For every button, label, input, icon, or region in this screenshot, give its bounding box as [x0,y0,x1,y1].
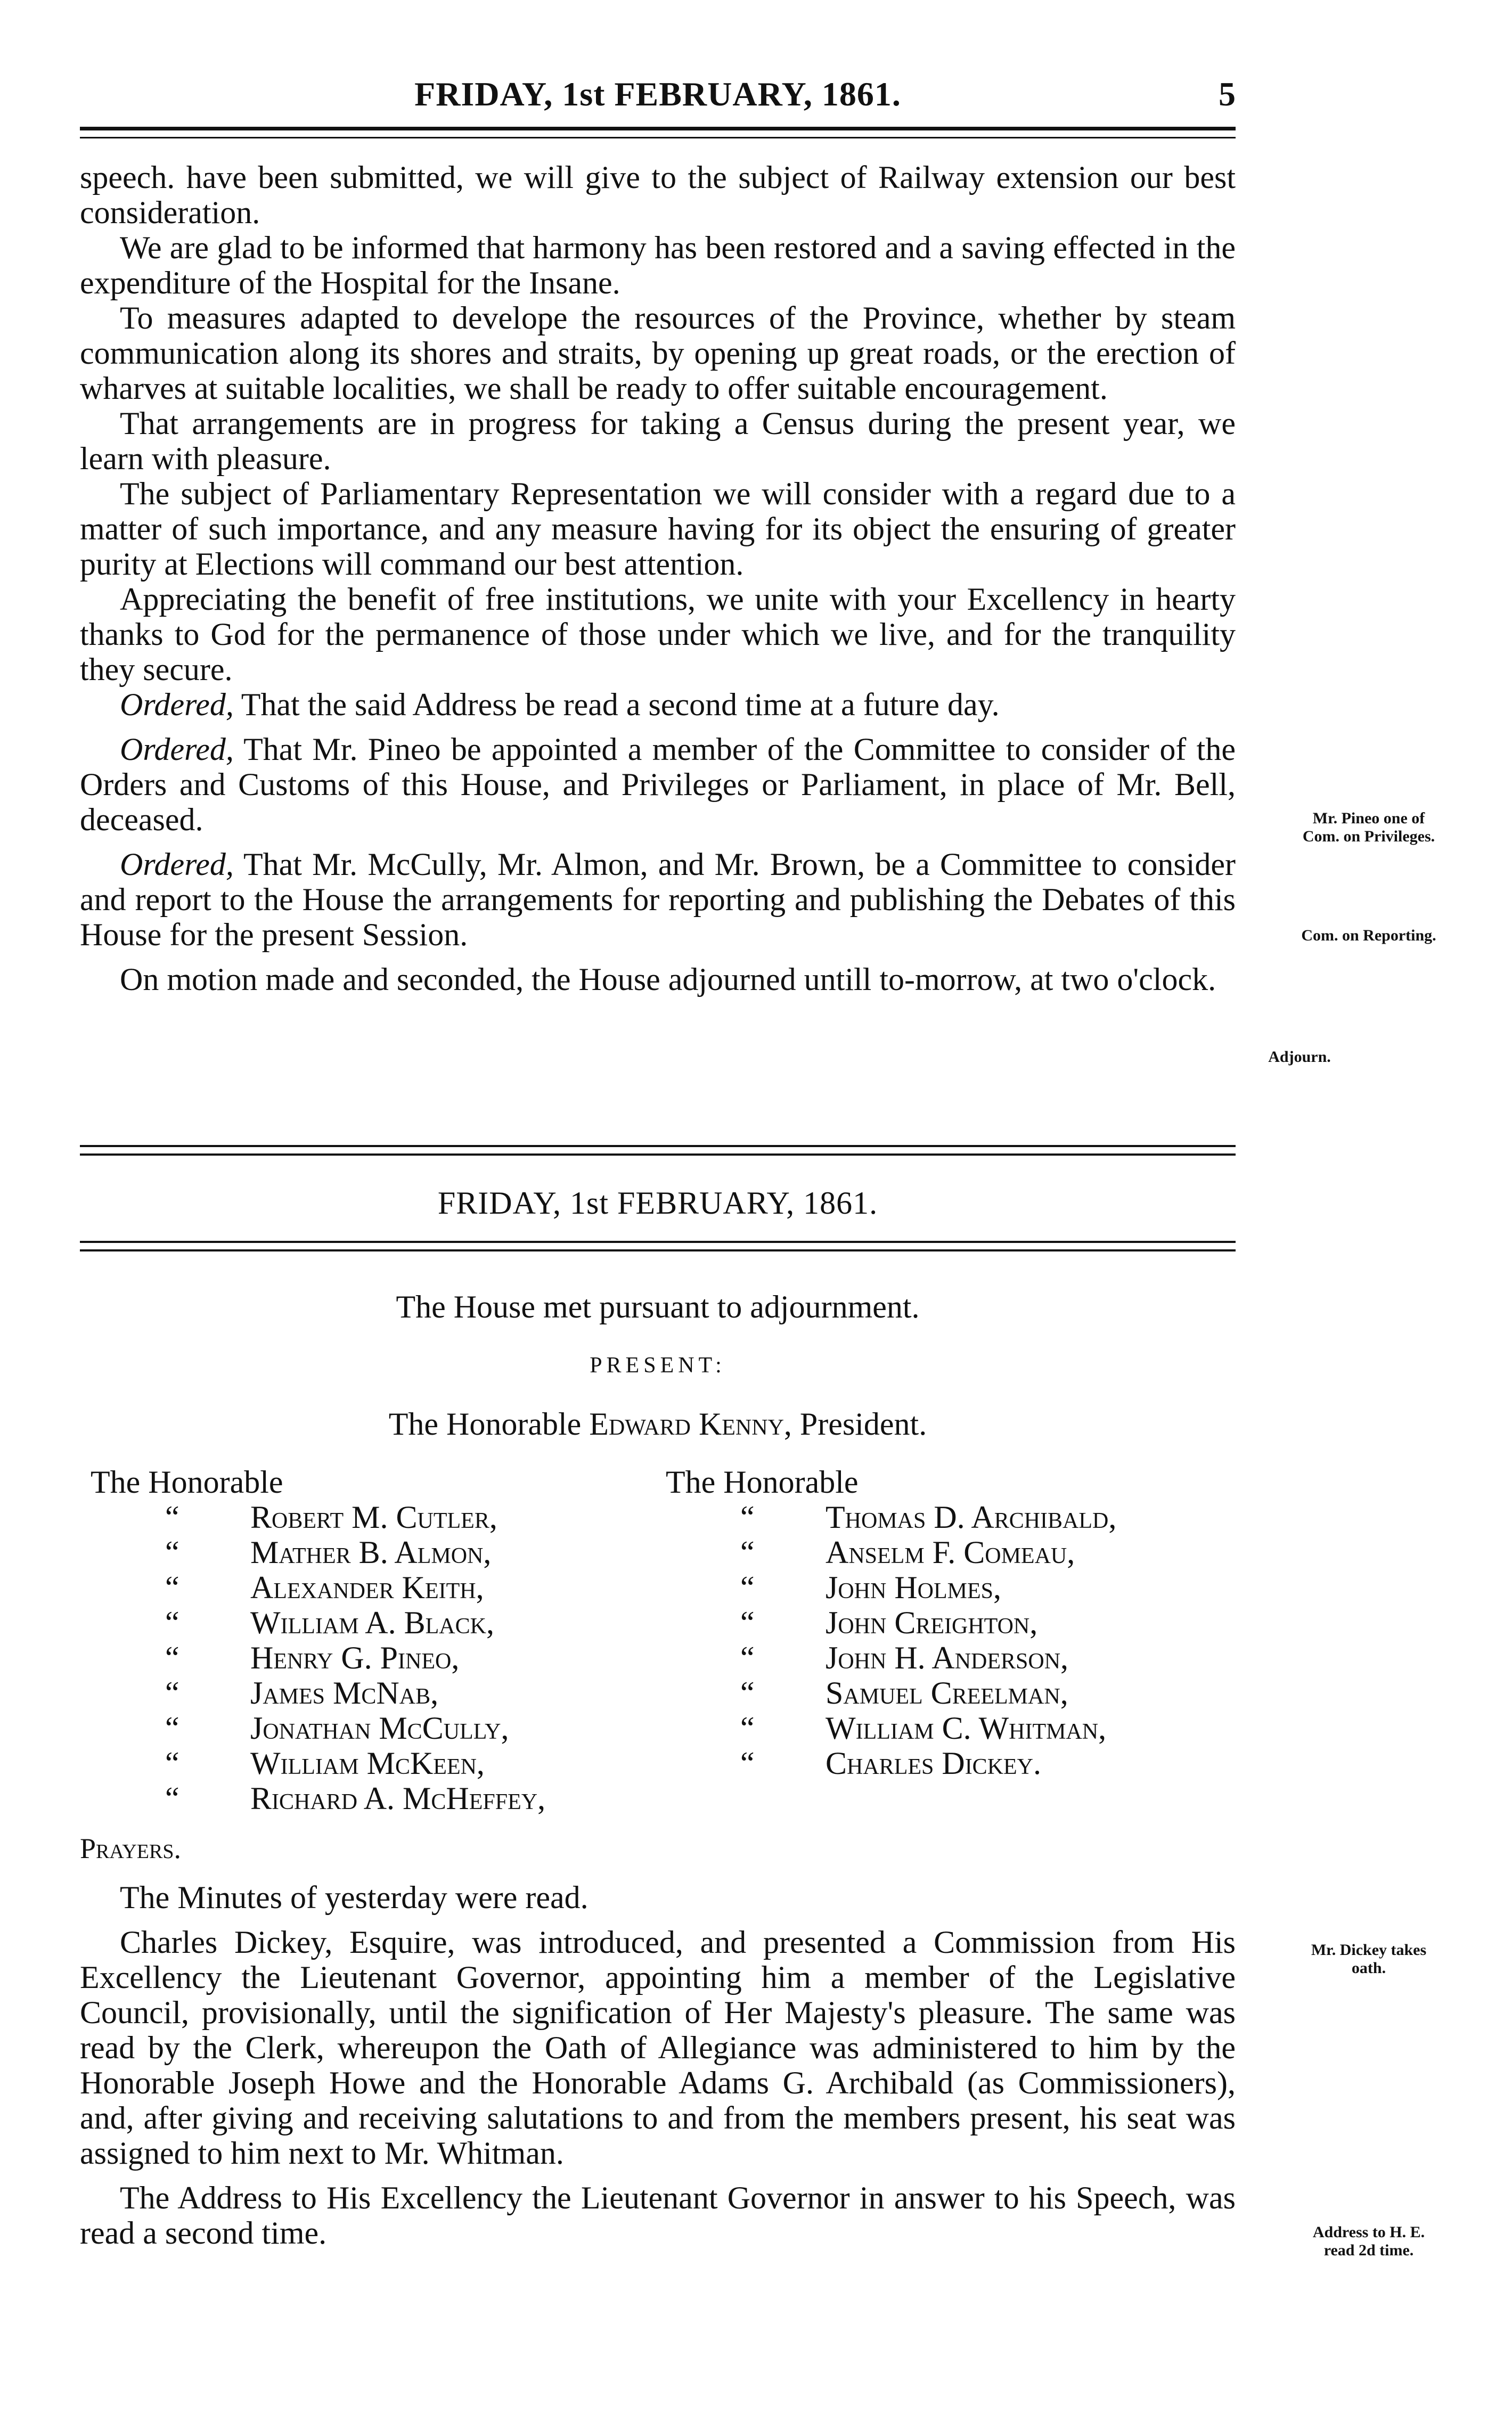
paragraph: Charles Dickey, Esquire, was introduced, and presented a Commission from His Excellency the Lieutenant Governor, appointing him a member of the Legislative Council, provisionally, until the signification of Her Majesty's pleasure. The same was read by the Clerk, whereupon the Oath of Allegiance was administered to him by the Honorable Joseph Howe and the Honorable Adams G. Archibald (as Commissioners), and, after giving and receiving salutations to and from the members present, his seat was assigned to him next to Mr. Whitman. [80,1925,1236,2171]
prayers-heading: Prayers. [80,1832,181,1864]
member-row: “ John H. Anderson, [740,1640,1069,1675]
part2-text [80,1880,1236,2251]
president-line: The Honorable Edward Kenny, President. [388,1406,927,1442]
paragraph: The Minutes of yesterday were read. [120,1880,589,1915]
paragraph: speech. have been submitted, we will give to the subject of Railway extension our best consideration. [80,160,1236,230]
paragraph: We are glad to be informed that harmony has been restored and a saving effected in the expenditure of the Hospital for the Insane. [80,230,1236,300]
member-row: “ Anselm F. Comeau, [740,1535,1075,1570]
paragraph: The subject of Parliamentary Representation we will consider with a regard due to a matter of such importance, and any measure having for its object the ensuring of greater purity at Elections will command our best attention. [80,476,1236,582]
member-row: “ John Creighton, [740,1605,1038,1640]
member-row: “ Charles Dickey. [740,1746,1042,1781]
ordered-paragraph: Ordered, That Mr. Pineo be appointed a member of the Committee to consider of the Orders and Customs of this House, and Privileges or Parliament, in place of Mr. Bell, deceased. [80,732,1236,837]
marginal-note-dickey: Mr. Dickey takes oath. [1311,1941,1427,1977]
member-row: “ William A. Black, [165,1605,494,1640]
members-left-column [91,1464,546,1816]
marginal-note-address: Address to H. E. read 2d time. [1312,2223,1425,2259]
member-row: “ Richard A. McHeffey, [165,1781,546,1816]
section-title: FRIDAY, 1st FEBRUARY, 1861. [437,1185,878,1221]
marginal-note-pineo: Mr. Pineo one of Com. on Privileges. [1302,809,1435,845]
member-row: “ Robert M. Cutler, [165,1500,497,1535]
section-divider [80,1145,1236,1156]
member-row: “ Alexander Keith, [165,1570,484,1605]
part1-text [80,160,1236,997]
members-right-column [666,1464,1117,1781]
section-title-rule [80,1241,1236,1251]
paragraph: That arrangements are in progress for taking a Census during the present year, we learn with pleasure. [80,406,1236,476]
column-heading: The Honorable [91,1464,283,1500]
member-row: “ Thomas D. Archibald, [740,1500,1117,1535]
member-row: “ Mather B. Almon, [165,1535,492,1570]
marginal-note-adjourn: Adjourn. [1268,1048,1331,1066]
paragraph: Appreciating the benefit of free institutions, we unite with your Excellency in hearty thanks to God for the permanence of those under which we live, and for the tranquility they secure. [80,582,1236,687]
paragraph: On motion made and seconded, the House adjourned untill to-morrow, at two o'clock. [120,962,1216,997]
present-label: PRESENT: [590,1353,726,1378]
header-rule [80,127,1236,138]
running-head [80,75,1236,117]
member-row: “ John Holmes, [740,1570,1002,1605]
member-row: “ William McKeen, [165,1746,485,1781]
member-row: “ Henry G. Pineo, [165,1640,460,1675]
page-number: 5 [1219,75,1236,113]
paragraph: To measures adapted to develope the resources of the Province, whether by steam communication along its shores and straits, by opening up great roads, or the erection of wharves at suitable localities, we shall be ready to offer suitable encouragement. [80,300,1236,406]
running-title: FRIDAY, 1st FEBRUARY, 1861. [414,75,901,113]
member-row: “ William C. Whitman, [740,1711,1107,1746]
column-heading: The Honorable [666,1464,859,1500]
member-row: “ Jonathan McCully, [165,1711,509,1746]
house-met-line: The House met pursuant to adjournment. [396,1289,920,1324]
paragraph: The Address to His Excellency the Lieutenant Governor in answer to his Speech, was read a second time. [80,2180,1236,2251]
marginal-note-reporting: Com. on Reporting. [1301,927,1436,944]
member-row: “ Samuel Creelman, [740,1675,1068,1711]
ordered-paragraph: Ordered, That Mr. McCully, Mr. Almon, and Mr. Brown, be a Committee to consider and report to the House the arrangements for reporting and publishing the Debates of this House for the present Session. [80,847,1236,952]
ordered-paragraph: Ordered, That the said Address be read a second time at a future day. [120,687,1000,722]
member-row: “ James McNab, [165,1675,439,1711]
